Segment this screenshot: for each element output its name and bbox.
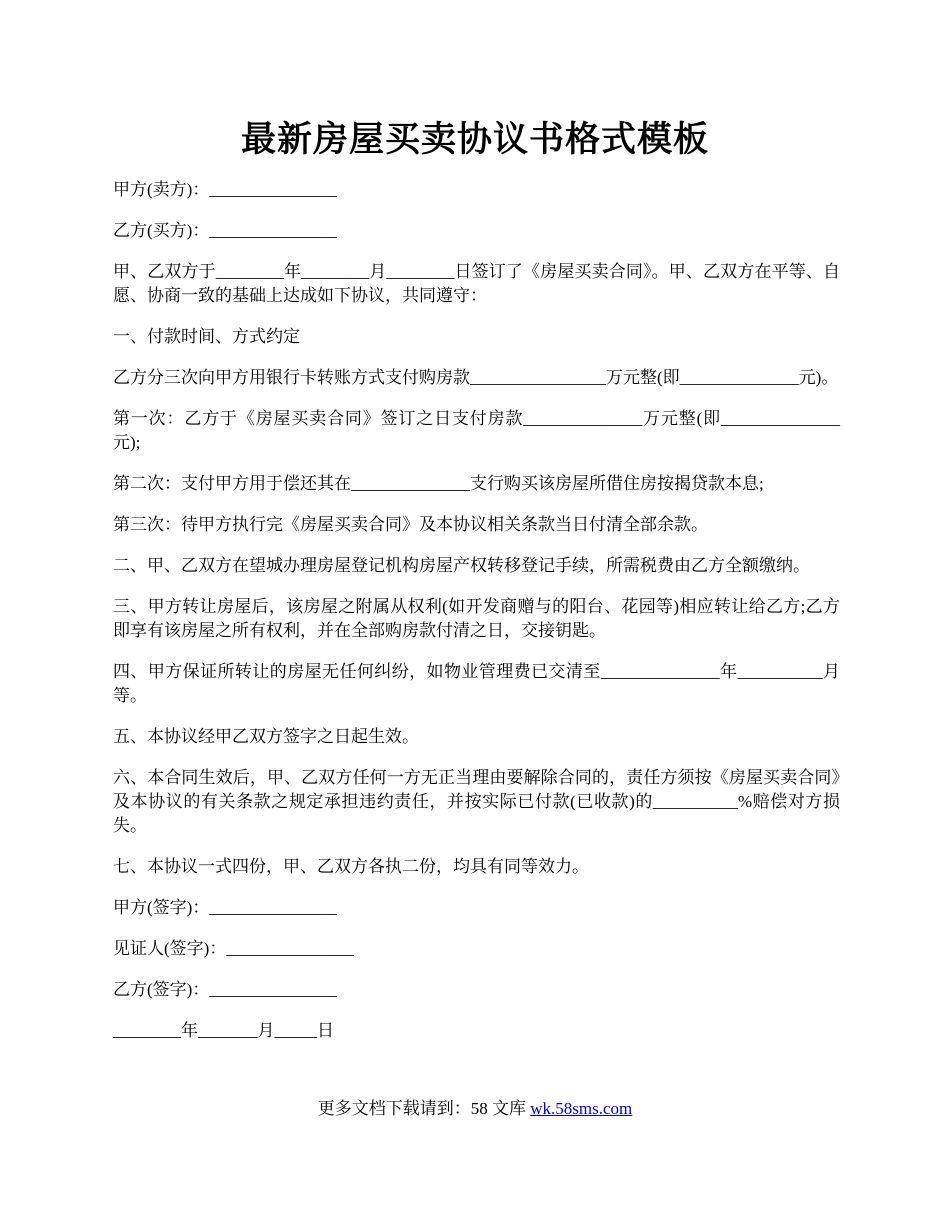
clause-two-paragraph: 二、甲、乙双方在望城办理房屋登记机构房屋产权转移登记手续，所需税费由乙方全额缴纳。 [113, 556, 810, 575]
document-body [113, 178, 840, 1060]
buyer-signature-line: 乙方(签字)：_______________ [113, 980, 337, 999]
clause-four-paragraph: 四、甲方保证所转让的房屋无任何纠纷，如物业管理费已交清至______________年__________月等。 [113, 662, 840, 705]
payment-method-paragraph: 乙方分三次向甲方用银行卡转账方式支付购房款________________万元整(即______________元)。 [113, 368, 839, 387]
clause-seven-paragraph: 七、本协议一式四份，甲、乙双方各执二份，均具有同等效力。 [113, 857, 589, 876]
clause-five-paragraph: 五、本协议经甲乙双方签字之日起生效。 [113, 727, 419, 746]
seller-line: 甲方(卖方)：_______________ [113, 180, 337, 199]
clause-three-paragraph: 三、甲方转让房屋后，该房屋之附属从权利(如开发商赠与的阳台、花园等)相应转让给乙方;乙方即享有该房屋之所有权利，并在全部购房款付清之日，交接钥匙。 [113, 597, 840, 640]
seller-signature-line: 甲方(签字)：_______________ [113, 898, 337, 917]
second-payment-paragraph: 第二次：支付甲方用于偿还其在______________支行购买该房屋所借住房按揭贷款本息; [113, 474, 764, 493]
third-payment-paragraph: 第三次：待甲方执行完《房屋买卖合同》及本协议相关条款当日付清全部余款。 [113, 515, 708, 534]
footer-link[interactable]: wk.58sms.com [530, 1099, 633, 1118]
date-line: ________年_______月_____日 [113, 1021, 334, 1040]
document-title: 最新房屋买卖协议书格式模板 [240, 120, 709, 159]
footer-text: 更多文档下载请到：58 文库 [317, 1099, 531, 1118]
witness-signature-line: 见证人(签字)：_______________ [113, 939, 354, 958]
footer [0, 1094, 950, 1119]
buyer-line: 乙方(买方)：_______________ [113, 221, 337, 240]
intro-paragraph: 甲、乙双方于________年________月________日签订了《房屋买卖合同》。甲、乙双方在平等、自愿、协商一致的基础上达成如下协议，共同遵守： [113, 262, 840, 305]
first-payment-paragraph: 第一次：乙方于《房屋买卖合同》签订之日支付房款______________万元整(即______________元); [113, 409, 840, 452]
section-heading-payment: 一、付款时间、方式约定 [113, 327, 300, 346]
clause-six-paragraph: 六、本合同生效后，甲、乙双方任何一方无正当理由要解除合同的，责任方须按《房屋买卖合同》及本协议的有关条款之规定承担违约责任，并按实际已付款(已收款)的__________%赔偿对方损失。 [113, 768, 840, 835]
